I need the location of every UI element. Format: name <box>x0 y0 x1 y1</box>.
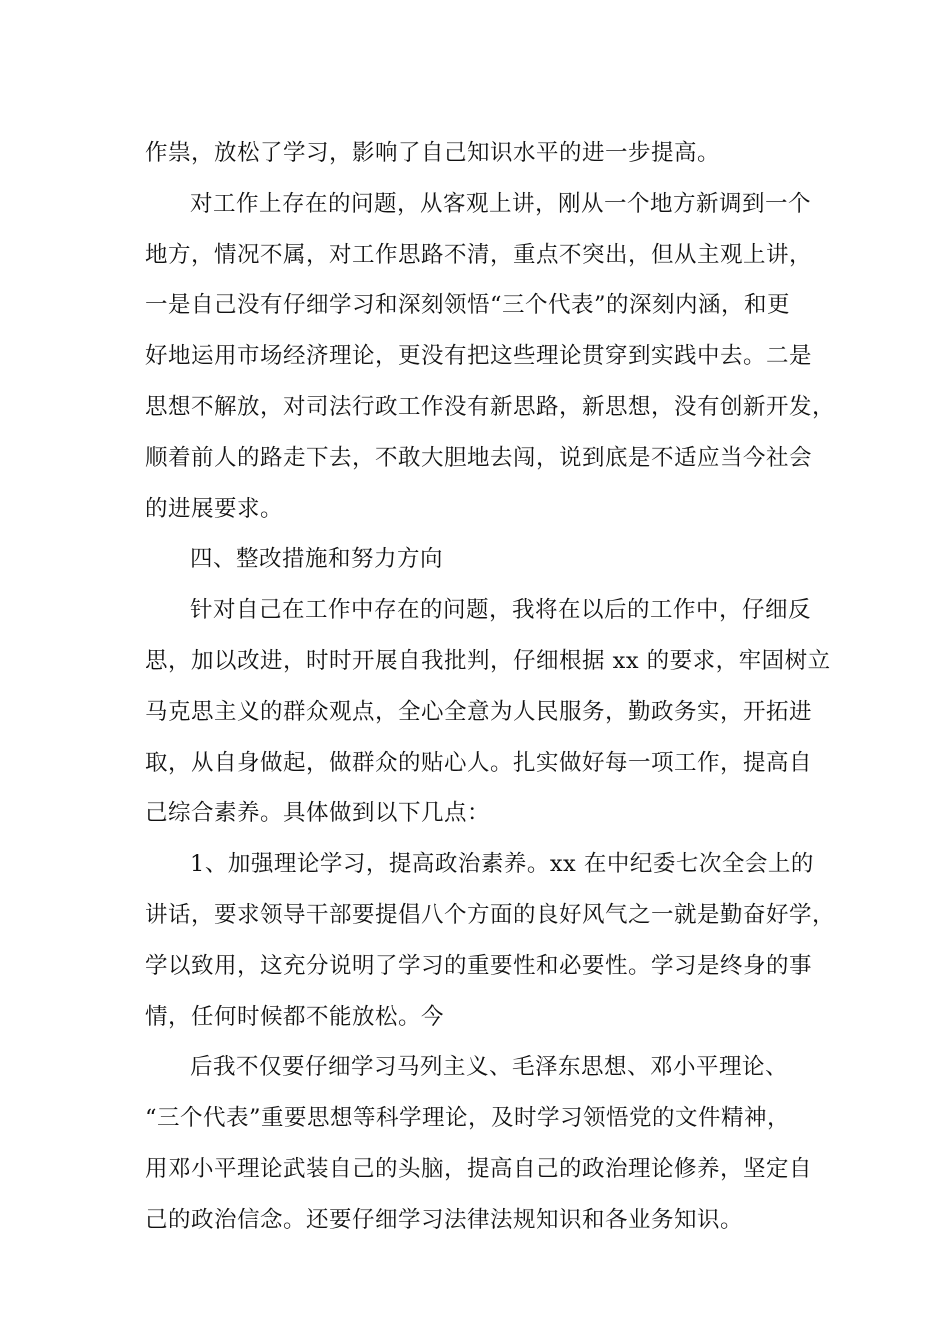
text-line: 的进展要求。 <box>145 495 284 522</box>
section-heading: 四、整改措施和努力方向 <box>190 546 444 573</box>
text-line: 学以致用，这充分说明了学习的重要性和必要性。学习是终身的事 <box>145 952 813 979</box>
text-line: “三个代表”重要思想等科学理论，及时学习领悟党的文件精神， <box>145 1105 791 1132</box>
text-line: 己的政治信念。还要仔细学习法律法规知识和各业务知识。 <box>145 1206 744 1233</box>
document-body <box>145 128 836 1246</box>
text-line: 讲话，要求领导干部要提倡八个方面的良好风气之一就是勤奋好学， <box>145 901 836 928</box>
text-line: 1、加强理论学习，提高政治素养。xx 在中纪委七次全会上的 <box>190 851 814 878</box>
text-line: 己综合素养。具体做到以下几点： <box>145 800 491 827</box>
text-line: 顺着前人的路走下去，不敢大胆地去闯，说到底是不适应当今社会 <box>145 444 813 471</box>
text-line: 用邓小平理论武装自己的头脑，提高自己的政治理论修养，坚定自 <box>145 1155 813 1182</box>
text-line: 一是自己没有仔细学习和深刻领悟“三个代表”的深刻内涵，和更 <box>145 292 791 319</box>
text-line: 对工作上存在的问题，从客观上讲，刚从一个地方新调到一个 <box>190 190 812 217</box>
text-line: 思想不解放，对司法行政工作没有新思路，新思想，没有创新开发， <box>145 393 836 420</box>
text-line: 好地运用市场经济理论，更没有把这些理论贯穿到实践中去。二是 <box>145 343 813 370</box>
text-line: 情，任何时候都不能放松。今 <box>145 1003 445 1030</box>
text-line: 后我不仅要仔细学习马列主义、毛泽东思想、邓小平理论、 <box>190 1054 789 1081</box>
text-line: 取，从自身做起，做群众的贴心人。扎实做好每一项工作，提高自 <box>145 749 813 776</box>
text-line: 针对自己在工作中存在的问题，我将在以后的工作中，仔细反 <box>190 597 812 624</box>
text-line: 马克思主义的群众观点，全心全意为人民服务，勤政务实，开拓进 <box>145 698 813 725</box>
text-line: 地方，情况不属，对工作思路不清，重点不突出，但从主观上讲， <box>145 241 813 268</box>
text-line: 思，加以改进，时时开展自我批判，仔细根据 xx 的要求，牢固树立 <box>145 647 831 674</box>
text-line: 作祟，放松了学习，影响了自己知识水平的进一步提高。 <box>145 140 721 166</box>
